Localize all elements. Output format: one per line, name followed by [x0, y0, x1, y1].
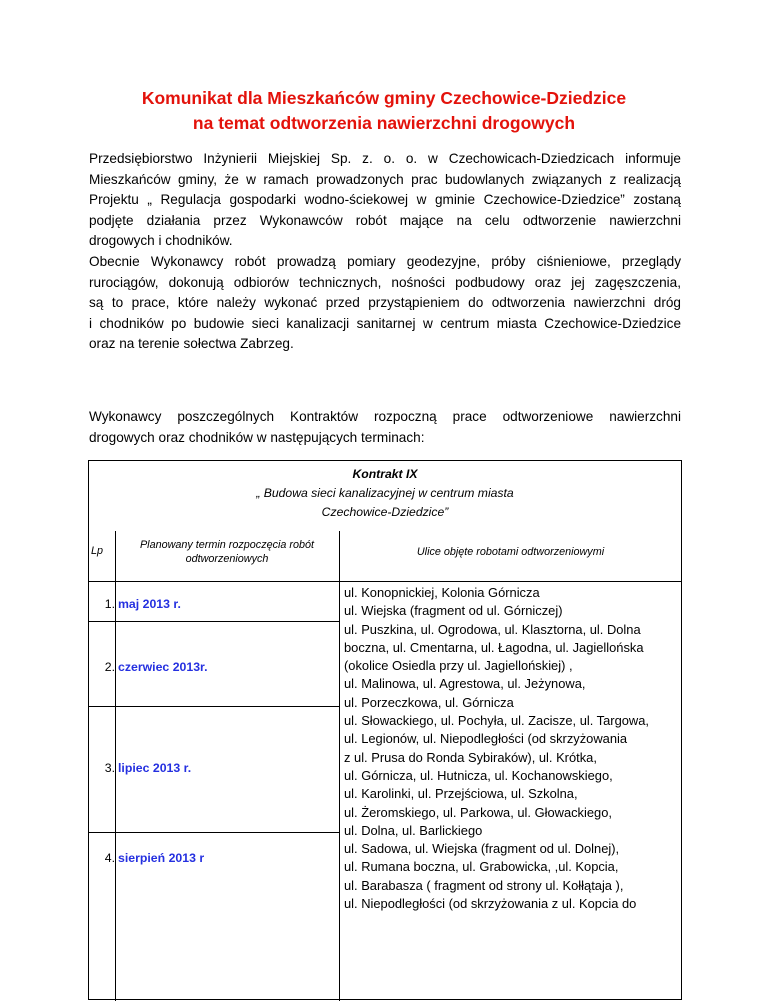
street-line: ul. Malinowa, ul. Agrestowa, ul. Jeżynowa, [344, 676, 586, 692]
row-term: maj 2013 r. [118, 597, 181, 611]
row-number: 2. [104, 660, 115, 674]
street-line: boczna, ul. Cmentarna, ul. Łagodna, ul. Jagiellońska [344, 639, 644, 655]
street-line: ul. Legionów, ul. Niepodległości (od skrzyżowania [344, 731, 628, 747]
row-term: czerwiec 2013r. [118, 660, 208, 674]
street-line: ul. Karolinki, ul. Przejściowa, ul. Szkolna, [344, 786, 578, 802]
intro-line: oraz na terenie sołectwa Zabrzeg. [89, 336, 294, 352]
street-line: ul. Górnicza, ul. Hutnicza, ul. Kochanowskiego, [344, 767, 613, 783]
street-line: ul. Wiejska (fragment od ul. Górniczej) [344, 603, 563, 619]
column-header-streets [340, 545, 681, 559]
contract-subtitle-1: „ Budowa sieci kanalizacyjnej w centrum miasta [256, 486, 514, 500]
street-line: ul. Rumana boczna, ul. Grabowicka, ,ul. Kopcia, [344, 859, 619, 875]
intro-line: są to prace, które należy wykonać przed przystąpieniem do odtworzenia nawierzchni dróg [89, 295, 681, 311]
row-term: sierpień 2013 r [118, 851, 205, 865]
schedule-table [88, 460, 682, 1000]
street-line: ul. Żeromskiego, ul. Parkowa, ul. Głowackiego, [344, 804, 612, 820]
title-line-1: Komunikat dla Mieszkańców gminy Czechowice-Dziedzice [141, 88, 627, 108]
column-header-term-line-1: Planowany termin rozpoczęcia robót [139, 539, 315, 551]
intro-line: Mieszkańców gminy, że w ramach prowadzonych prac budowlanych związanych z realizacją [89, 171, 681, 187]
street-line: ul. Puszkina, ul. Ogrodowa, ul. Klasztorna, ul. Dolna [344, 621, 641, 637]
street-line: (okolice Osiedla przy ul. Jagiellońskiej) , [344, 658, 573, 674]
street-line: ul. Barabasza ( fragment od strony ul. Kołłątaja ), [344, 877, 624, 893]
column-header-term-line-2: odtworzeniowych [185, 553, 269, 565]
column-header-streets-label: Ulice objęte robotami odtworzeniowymi [416, 546, 605, 558]
row-term: lipiec 2013 r. [118, 761, 192, 775]
intro-line: rurociągów, dokonują odbiorów technicznych, nośności podbudowy oraz jej zagęszczenia, [89, 274, 681, 290]
intro-line: Przedsiębiorstwo Inżynierii Miejskiej Sp. z. o. o. w Czechowicach-Dziedzicach informuje [89, 151, 681, 166]
row-number: 1. [104, 597, 115, 611]
column-header-term [115, 538, 339, 566]
row-divider [89, 832, 339, 833]
schedule-intro-paragraph [89, 407, 681, 448]
schedule-intro-line: drogowych oraz chodników w następujących terminach: [89, 429, 425, 445]
street-line: ul. Porzeczkowa, ul. Górnicza [344, 694, 514, 710]
street-line: ul. Sadowa, ul. Wiejska (fragment od ul. Dolnej), [344, 841, 620, 857]
document-title [80, 86, 688, 136]
street-line: z ul. Prusa do Ronda Sybiraków), ul. Krótka, [344, 749, 597, 765]
street-line: ul. Dolna, ul. Barlickiego [344, 822, 483, 838]
intro-line: Projektu „ Regulacja gospodarki wodno-ściekowej w gminie Czechowice-Dziedzice” zostaną [89, 192, 681, 208]
row-divider [89, 706, 339, 707]
schedule-intro-line: Wykonawcy poszczególnych Kontraktów rozpoczną prace odtworzeniowe nawierzchni [89, 409, 681, 424]
row-number: 4. [104, 851, 115, 865]
intro-line: podjęte działania przez Wykonawców robót mające na celu odtworzenie nawierzchni [89, 212, 681, 228]
column-divider-lp [115, 531, 116, 1001]
row-number: 3. [104, 761, 115, 775]
column-divider-term [339, 531, 340, 1001]
intro-line: Obecnie Wykonawcy robót prowadzą pomiary geodezyjne, próby ciśnieniowe, przeglądy [89, 253, 681, 269]
street-line: ul. Konopnickiej, Kolonia Górnicza [344, 585, 540, 600]
street-line: ul. Słowackiego, ul. Pochyła, ul. Zacisze, ul. Targowa, [344, 713, 649, 729]
streets-list [344, 584, 678, 913]
row-divider [89, 621, 339, 622]
contract-header [89, 461, 681, 582]
intro-paragraph [89, 149, 681, 355]
title-line-2: na temat odtworzenia nawierzchni drogowych [192, 113, 576, 133]
contract-title: Kontrakt IX [352, 467, 418, 481]
contract-subtitle-2: Czechowice-Dziedzice” [321, 505, 449, 519]
intro-line: i chodników po budowie sieci kanalizacji sanitarnej w centrum miasta Czechowice-Dziedzice [89, 315, 681, 331]
column-header-lp-label: Lp [91, 545, 104, 557]
column-header-lp [91, 544, 115, 558]
street-line: ul. Niepodległości (od skrzyżowania z ul. Kopcia do [344, 896, 637, 912]
intro-line: drogowych i chodników. [89, 233, 233, 249]
